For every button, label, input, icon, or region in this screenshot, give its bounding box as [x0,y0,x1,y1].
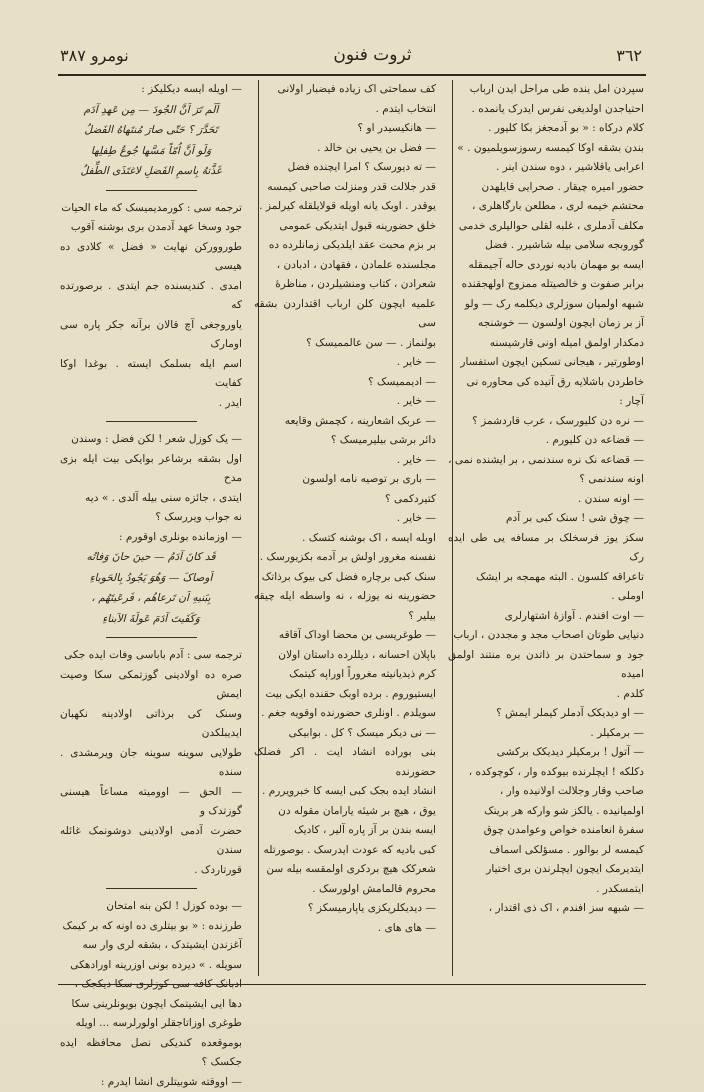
text-line: سفرهٔ انعامنده خواص وعوامدن چوق [448,821,644,841]
text-line: محتشم خیمه لری ، مطلعن بارگاهلری ، [448,197,644,217]
text-line: اوطورتیر ، هیجانی تسکین ایچون استفسار [448,353,644,373]
text-line: باپلان احسانه ، دیللرده داستان اولان [254,646,436,666]
text-line: مکلف آدملری ، غلبه لقلی حوالیلری خدمی [448,217,644,237]
text-column-left [60,80,242,980]
text-line: کرم ذیدیانیته مغروراً اوراپه کیتمک [254,665,436,685]
section-divider [106,421,197,422]
text-line: — هانکیسیدر او ؟ [254,119,436,139]
text-line: حضورینه نه یوزله ، نه واسطه ایله چیقه بیلیر ؟ [254,587,436,626]
text-line: — ادیممیسک ؟ [254,373,436,393]
text-line: دنیایی طوتان اصحاب مجد و مجددن ، ارباب [448,626,644,646]
text-line: دکلکه ! ایچلرنده بیوکده وار ، کوچوکده ، [448,763,644,783]
text-line: قورتاردک . [60,861,242,881]
text-line: — نی دیکر میسک ؟ کل . بوابیکی [254,724,436,744]
text-line: شبهه اولمیان سوزلری دیکلمه رک — ولو [448,295,644,315]
footer-rule [58,984,646,985]
text-line: وسنک کی برذاتی اولادینه نکهبان ایدیبلکدن [60,705,242,744]
text-line: — ته دیورسک ؟ امرا ایچنده فضل [254,158,436,178]
text-line: صاحب وقار وجلالت اولانیده وار ، [448,782,644,802]
text-line: اونه سندنمی ؟ [448,470,644,490]
text-line: کتیردکمی ؟ [254,490,436,510]
text-line: — آتول ! برمکیلر دیدیکک برکشی [448,743,644,763]
verse-block [60,548,242,629]
text-line: خاطردن باشلایه رق آتیده کی محاوره نی [448,373,644,393]
text-line: نه جواب ویررسک ؟ [60,508,242,528]
text-line: اعرابی یاقلاشیر ، دوه سندن اینر . [448,158,644,178]
verse-line: قَد کانَ آدَمُ — حینَ حانَ وَفاتُه [60,548,242,568]
text-line: — اووقته شوبیتلری انشا ایدرم : [60,1073,242,1092]
text-line: طرزنده : « بو بیتلری ده اونه که بر کیمک [60,917,242,937]
text-line: ایسه بو مهمان بادیه نوردی حاله آجیمقله [448,256,644,276]
text-line: اسم ایله بسلمک ایسته . بوغدا اوکا کفایت [60,355,242,394]
text-line: کلام درکاه : « بو آدمجغز بکا کلیور . [448,119,644,139]
text-line: سکز یوز فرسخلک بر مسافه یی طی ایده رک [448,529,644,568]
text-line: — شبهه سز افندم ، اک ذی اقتدار ، [448,899,644,919]
text-line: — فضل بن یحیی بن خالد . [254,139,436,159]
text-line: سپردن امل ینده طی مراحل ایدن ارباب [448,80,644,100]
section-divider [106,637,197,638]
text-line: آچار : [448,392,644,412]
text-line: کیمسه لر بوالور . مسؤلکی اسماف [448,841,644,861]
verse-line: بِبَنیهِ اَن تَرعاهُم ، فَرعَیتَهُم ، [60,589,242,609]
text-line: قدر جلالت قدر ومنزلت صاحبی کیمسه [254,178,436,198]
text-line: یوقدر . اوبک یانه اویله قولایلقله کیرلمز . [254,197,436,217]
verse-line: وَکَفَیتَ آدَمَ عَولَةَ الاَبناءِ [60,610,242,630]
verse-block [60,101,242,182]
text-line: تاعراقه کلسون . البته مهمجه بر ایشک [448,568,644,588]
text-line: جود وسخا عهد آدمدن بری بوشنه آقوب [60,218,242,238]
text-line: بوموقعده کندیکی نصل محافظه ایده جکسک ؟ [60,1034,242,1073]
text-line: — اوت افندم . آوازهٔ اشتهارلری [448,607,644,627]
text-line: — خایر . [254,451,436,471]
text-line: — خایر . [254,392,436,412]
text-line: — چوق شی ! سنک کبی بر آدم [448,509,644,529]
text-line: برابر صفوت و خالصیتله ممزوج اولهجقنده [448,275,644,295]
text-line: طولایی سوینه سوینه جان ویرمشدی . سنده [60,744,242,783]
verse-line: وَلَو اَنَّ اُمّاً مَسَّها جُوعُ طِفلِها [60,142,242,162]
text-line: — قضاعه دن کلیورم . [448,431,644,451]
header-rule [58,74,646,76]
text-line: کف سماحتی اک زیاده فیضبار اولانی [254,80,436,100]
text-line: ایتدی ، جائزه سنی بیله آلدی . » دیه [60,489,242,509]
page-number: ٣٦٢ [616,46,642,65]
text-line: انتخاب ایتدم . [254,100,436,120]
text-line: ترجمه سی : کورمدیمیسک که ماء الحیات [60,199,242,219]
text-line: سنک کبی برچاره فضل کی بیوک برذاتک [254,568,436,588]
text-line: مجلسنده علمادن ، فقهادن ، ادبادن ، [254,256,436,276]
text-line: حضور امیره چیقار . صحرایی قایلهدن [448,178,644,198]
text-line: صره ده اولادینی گوزتمکی سکا وصیت ایمش [60,666,242,705]
page-header [60,40,642,70]
text-line: علمیه ایچون کلن ارباب اقتداردن بشقه سی [254,295,436,334]
text-line: ترجمه سی : آدم باباسی وفات ایده جکی [60,646,242,666]
text-line: نفسنه مغرور اولش بر آدمه بکزیورسک . [254,548,436,568]
text-line: ایدر . [60,394,242,414]
text-line: محروم قالمامش اولورسک . [254,880,436,900]
text-line: — قضاعه نک نره سندنمی ، بر ایشنده نمی ، [448,451,644,471]
text-line: — اونه سندن . [448,490,644,510]
paragraph [60,199,242,414]
text-line: بولنماز . — سن عالممیسک ؟ [254,334,436,354]
text-line: یوق ، هیچ بر شیئه یارامان مقوله دن [254,802,436,822]
text-line: خلق حضورینه قبول ایتدیکی عمومی [254,217,436,237]
text-line: — برمکیلر . [448,724,644,744]
issue-number: نومرو ٣٨٧ [60,46,129,65]
text-column-middle [254,80,436,980]
verse-line: اَوصاکَ — وَهُوَ یَجُودُ بِالحَوباءِ [60,569,242,589]
text-line: کلدم . [448,685,644,705]
text-line: اوملی . [448,587,644,607]
text-line: دمکدار اولمق امیله اونی قارشیسنه [448,334,644,354]
journal-title: ثروت فنون [333,45,411,65]
verse-line: تَحَدَّرَ ؟ حَتّی صارَ مُنتَهاهُ الفَضلُ [60,121,242,141]
text-line: ادبانک کافه سی کوزلری سکا دیکجک ، [60,975,242,995]
text-line: ایتدیرمک ایچون ایچلرندن بری اختیار [448,860,644,880]
text-line: گوروبجه سلامی بیله شاشیرر . فضل [448,236,644,256]
text-line: بندن بشقه اوکا کیمسه رسوزسویلمیون . » [448,139,644,159]
section-divider [106,190,197,191]
text-line: — خایر . [254,509,436,529]
text-line: — الحق — اوومیته مساعاً هیسنی گوزتدک و [60,783,242,822]
text-line: طوغری اوزاتاجقلر اولورلرسه ... اویله [60,1014,242,1034]
text-line: دائر برشی بیلیرمیسک ؟ [254,431,436,451]
text-line: سویلدم . اونلری حضورنده اوقویه جغم . [254,704,436,724]
verse-line: اَلَم تَرَ اَنَّ الجُودَ — مِن عَهدِ آدَم [60,101,242,121]
text-line: اول بشقه برشاعر بوایکی بیت ایله بزی مدح [60,450,242,489]
text-line: اوبله ایسه ، اک بوشنه کتسک . [254,529,436,549]
text-line: حضرت آدمی اولادینی دوشونمک غائله سندن [60,822,242,861]
text-line: کبی بادیه که عودت ایدرسک . بوصورتله [254,841,436,861]
text-line: اولمیانیده . یالکز شو وارکه هر برینک [448,802,644,822]
text-line: ایتمسکدر . [448,880,644,900]
text-line: — خایر . [254,353,436,373]
text-line: انشاد ایده بجک کبی ایسه کا خبرویررم . [254,782,436,802]
text-line: بنی بوراده انشاد ایت . اکر فضلک حضورنده [254,743,436,782]
text-line: — طوغریسی بن محضا اوداک آقاقه [254,626,436,646]
text-line: طوروورکن نهایت « فضل » کلادی ده هیسی [60,238,242,277]
text-column-right [448,80,644,980]
text-line: — عربک اشعارینه ، کچمش وقایعه [254,412,436,432]
text-line: احتیاجدن اولدیغی نفرس ایدرک یانمده . [448,100,644,120]
text-line: یاوروجغی آچ قالان برآنه جکر پاره سی اومارک [60,316,242,355]
text-line: جود و سماحتدن بر ذاتدن بره منتند اولمق امیده [448,646,644,685]
text-line: دها ایی ایشیتمک ایچون بویونلرینی سکا [60,995,242,1015]
text-line: — او دیدیکک آدملر کیملر ایمش ؟ [448,704,644,724]
text-line: — بوده کوزل ! لکن بنه امتحان [60,897,242,917]
text-line: — یک کوزل شعر ! لکن فضل : وسندن [60,430,242,450]
verse-line: غَذَّتهُ بِاسمِ الفَضلِ لاغتَذَی الطِّفلُ [60,162,242,182]
text-line: آز بر زمان ایچون اولسون — خوشنجه [448,314,644,334]
text-line: — نره دن کلیورسک ، عرب قاردشمز ؟ [448,412,644,432]
text-line: — اویله ایسه دیکلیکز : [60,80,242,100]
text-line: آغزندن ایشیتدک ، بشقه لری وار سه [60,936,242,956]
section-divider [106,888,197,889]
text-line: — باری بر توصیه نامه اولسون [254,470,436,490]
text-line: — اوزمانده بونلری اوقورم : [60,528,242,548]
paragraph [60,646,242,880]
text-line: — دیدیکلریکزی یاپارمیسکز ؟ [254,899,436,919]
paragraph [60,430,242,528]
text-line: سویله . » دیرده بونی اوزرینه اورادهکی [60,956,242,976]
text-line: — های های . [254,919,436,939]
text-line: بر بزم محبت عقد ایلدیکی زمانلرده ده [254,236,436,256]
text-line: شعرادن ، کتاب ومنشیلردن ، مناظرهٔ [254,275,436,295]
text-line: ایستیوروم . برده اوبک حقنده ایکی بیت [254,685,436,705]
text-line: امدی . کندیسنده جم ایتدی . برصورتده که [60,277,242,316]
text-line: شعرکک هیچ بردکری اولمقسه بیله سن [254,860,436,880]
text-line: ایسه بندن بر آز پاره آلیر ، کادیک [254,821,436,841]
